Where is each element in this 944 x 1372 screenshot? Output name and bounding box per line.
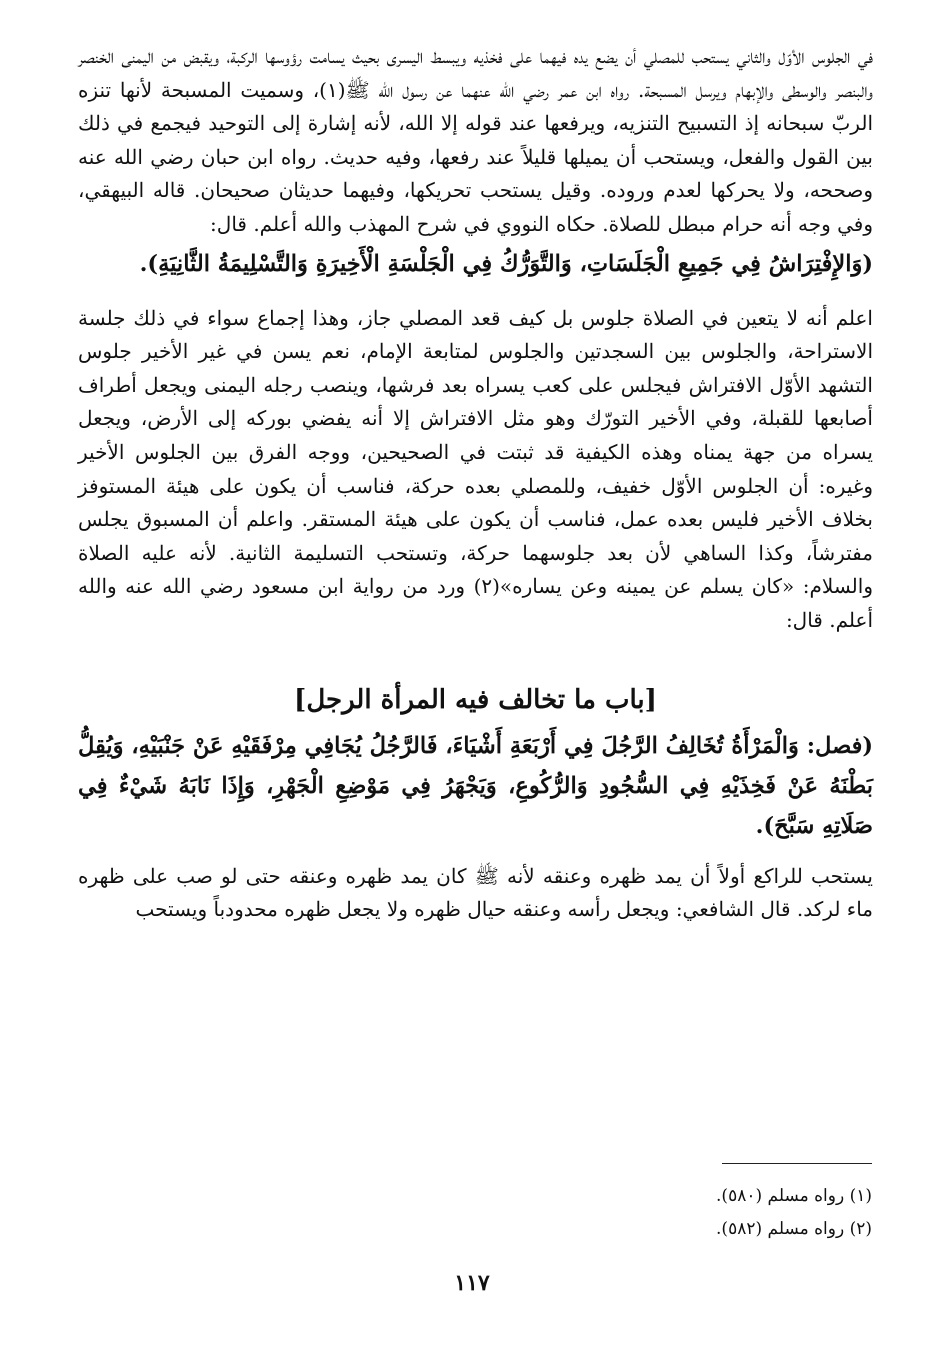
footnote-1: (١) رواه مسلم (٥٨٠). bbox=[716, 1186, 872, 1206]
matn-text-2: (فصل: وَالْمَرْأَةُ تُخَالِفُ الرَّجُلَ فِي أَرْبَعَةِ أَشْيَاءَ، فَالرَّجُلُ يُجَافِي مِرْفَقَيْهِ عَنْ جَنْبَيْهِ، وَيُقِلُّ بَطْنَهُ عَنْ فَخِذَيْهِ فِي السُّجُودِ وَالرُّكُوعِ، وَيَجْهَرُ فِي مَوْضِعِ الْجَهْرِ، وَإِذَا نَابَهُ شَيْءٌ فِي صَلَاتِهِ سَبَّحَ). bbox=[78, 732, 873, 839]
footnote-2: (٢) رواه مسلم (٥٨٢). bbox=[716, 1219, 872, 1239]
page-body bbox=[78, 40, 873, 927]
paragraph-2: اعلم أنه لا يتعين في الصلاة جلوس بل كيف قعد المصلي جاز، وهذا إجماع سواء في ذلك جلسة الاستراحة، والجلوس بين السجدتين والجلوس لمتابعة الإمام، نعم يسن في غير الأخير جلوس التشهد الأوّل الافتراش فيجلس على كعب يسراه بعد فرشها، وينصب رجله اليمنى ويجعل أطراف أصابعها للقبلة، وفي الأخير التورّك وهو مثل الافتراش إلا أنه يفضي بوركه إلى الأرض، ويجعل يسراه من جهة يمناه وهذه الكيفية قد ثبتت في الصحيحين، ووجه الفرق بين الجلوس الأخير وغيره: أن الجلوس الأوّل خفيف، وللمصلي بعده حركة، فناسب أن يكون على هيئة المستوفز بخلاف الأخير فليس بعده عمل، فناسب أن يكون على هيئة المستقر. واعلم أن المسبوق يجلس مفترشاً، وكذا الساهي لأن بعد جلوسهما حركة، وتستحب التسليمة الثانية. لأنه عليه الصلاة والسلام: «كان يسلم عن يمينه وعن يساره»(٢) ورد من رواية ابن مسعود رضي الله عنه والله أعلم. قال: bbox=[78, 305, 874, 632]
paragraph-1: في الجلوس الأوّل والثاني يستحب للمصلي أن يضع يده فيهما على فخذيه ويبسط اليسرى بحيث يسامت رؤوسها الركبة، ويقبض من اليمنى الخنصر والبنصر والوسطى والإبهام ويرسل المسبحة. رواه ابن عمر رضي الله عنهما عن رسول الله ﷺ(١)، وسميت المسبحة لأنها تنزه الربّ سبحانه إذ التسبيح التنزيه، ويرفعها عند قوله إلا الله، لأنه إشارة إلى التوحيد فيجمع في ذلك بين القول والفعل، ويستحب أن يميلها قليلاً عند رفعها، وفيه حديث. رواه ابن حبان رضي الله عنه وصححه، ولا يحركها لعدم وروده. وقيل يستحب تحريكها، وفيهما حديثان صحيحان. قاله البيهقي، وفي وجه أنه حرام مبطل للصلاة. حكاه النووي في شرح المهذب والله أعلم. قال: bbox=[78, 44, 873, 236]
footnotes bbox=[472, 1180, 872, 1246]
page-number: ١١٧ bbox=[454, 1270, 490, 1296]
paragraph-3: يستحب للراكع أولاً أن يمد ظهره وعنقه لأنه ﷺ كان يمد ظهره وعنقه حتى لو صب على ظهره ماء لركد. قال الشافعي: ويجعل رأسه وعنقه حيال ظهره ولا يجعل ظهره محدودباً ويستحب bbox=[78, 863, 873, 922]
footnote-separator bbox=[722, 1163, 872, 1164]
matn-text-1: (وَالإِفْتِرَاشُ فِي جَمِيعِ الْجَلَسَاتِ، وَالتَّوَرُّكُ فِي الْجَلْسَةِ الْأَخِيرَةِ وَالتَّسْلِيمَةُ الثَّانِيَةِ). bbox=[139, 250, 873, 277]
chapter-heading: [باب ما تخالف فيه المرأة الرجل] bbox=[294, 684, 657, 715]
